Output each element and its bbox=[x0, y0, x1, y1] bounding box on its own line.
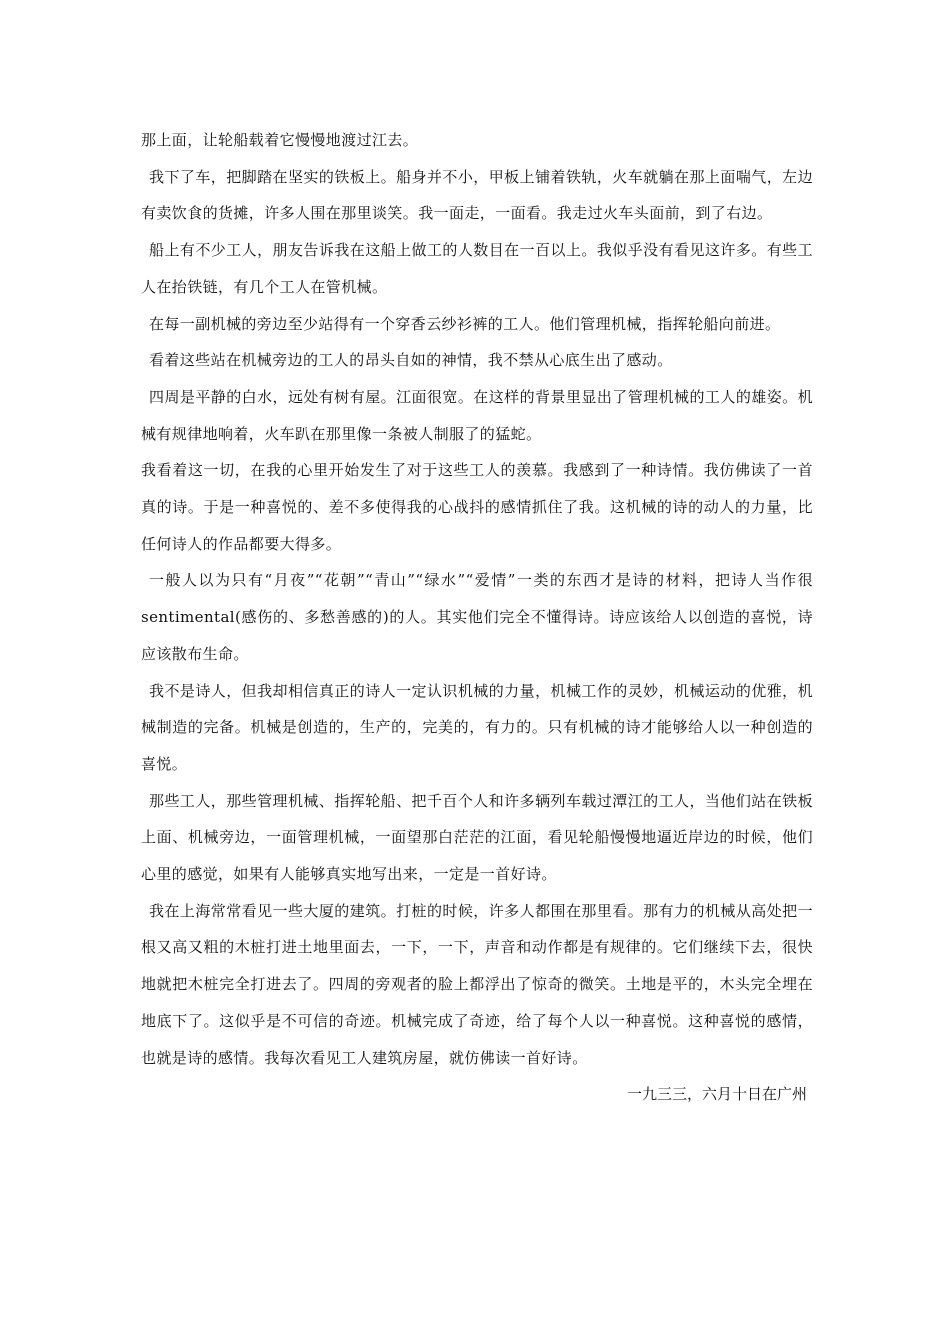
paragraph-10: 那些工人，那些管理机械、指挥轮船、把千百个人和许多辆列车载过潭江的工人，当他们站在铁板上面、机械旁边，一面管理机械，一面望那白茫茫的江面，看见轮船慢慢地逼近岸边的时候，他们心里的感觉，如果有人能够真实地写出来，一定是一首好诗。 bbox=[141, 791, 813, 884]
paragraph-11: 我在上海常常看见一些大厦的建筑。打桩的时候，许多人都围在那里看。那有力的机械从高处把一根又高又粗的木桩打进土地里面去，一下，一下，声音和动作都是有规律的。它们继续下去，很快地就把木桩完全打进去了。四周的旁观者的脸上都浮出了惊奇的微笑。土地是平的，木头完全埋在地底下了。这似乎是不可信的奇迹。机械完成了奇迹，给了每个人以一种喜悦。这种喜悦的感情，也就是诗的感情。我每次看见工人建筑房屋，就仿佛读一首好诗。 bbox=[141, 901, 813, 1067]
date-signoff: 一九三三，六月十日在广州 bbox=[626, 1085, 807, 1104]
document-page bbox=[141, 122, 813, 1113]
paragraph-7: 我看着这一切，在我的心里开始发生了对于这些工人的羡慕。我感到了一种诗情。我仿佛读了一首真的诗。于是一种喜悦的、差不多使得我的心战抖的感情抓住了我。这机械的诗的动人的力量，比任何诗人的作品都要大得多。 bbox=[141, 461, 813, 553]
paragraph-1: 那上面，让轮船载着它慢慢地渡过江去。 bbox=[141, 131, 419, 149]
paragraph-3: 船上有不少工人，朋友告诉我在这船上做工的人数目在一百以上。我似乎没有看见这许多。有些工人在抬铁链，有几个工人在管机械。 bbox=[141, 241, 813, 296]
paragraph-6: 四周是平静的白水，远处有树有屋。江面很宽。在这样的背景里显出了管理机械的工人的雄姿。机械有规律地响着，火车趴在那里像一条被人制服了的猛蛇。 bbox=[141, 387, 813, 443]
paragraph-5: 看着这些站在机械旁边的工人的昂头自如的神情，我不禁从心底生出了感动。 bbox=[149, 351, 673, 370]
paragraph-9: 我不是诗人，但我却相信真正的诗人一定认识机械的力量，机械工作的灵妙，机械运动的优雅，机械制造的完备。机械是创造的，生产的，完美的，有力的。只有机械的诗才能够给人以一种创造的喜悦。 bbox=[141, 681, 813, 773]
paragraph-2: 我下了车，把脚踏在坚实的铁板上。船身并不小，甲板上铺着铁轨，火车就躺在那上面喘气，左边有卖饮食的货摊，许多人围在那里谈笑。我一面走，一面看。我走过火车头面前，到了右边。 bbox=[141, 167, 813, 223]
paragraph-4: 在每一副机械的旁边至少站得有一个穿香云纱衫裤的工人。他们管理机械，指挥轮船向前进。 bbox=[149, 314, 781, 333]
paragraph-8: 一般人以为只有“月夜”“花朝”“青山”“绿水”“爱情”一类的东西才是诗的材料，把诗人当作很sentimental(感伤的、多愁善感的)的人。其实他们完全不懂得诗。诗应该给人以创造的喜悦，诗应该散布生命。 bbox=[141, 571, 813, 663]
